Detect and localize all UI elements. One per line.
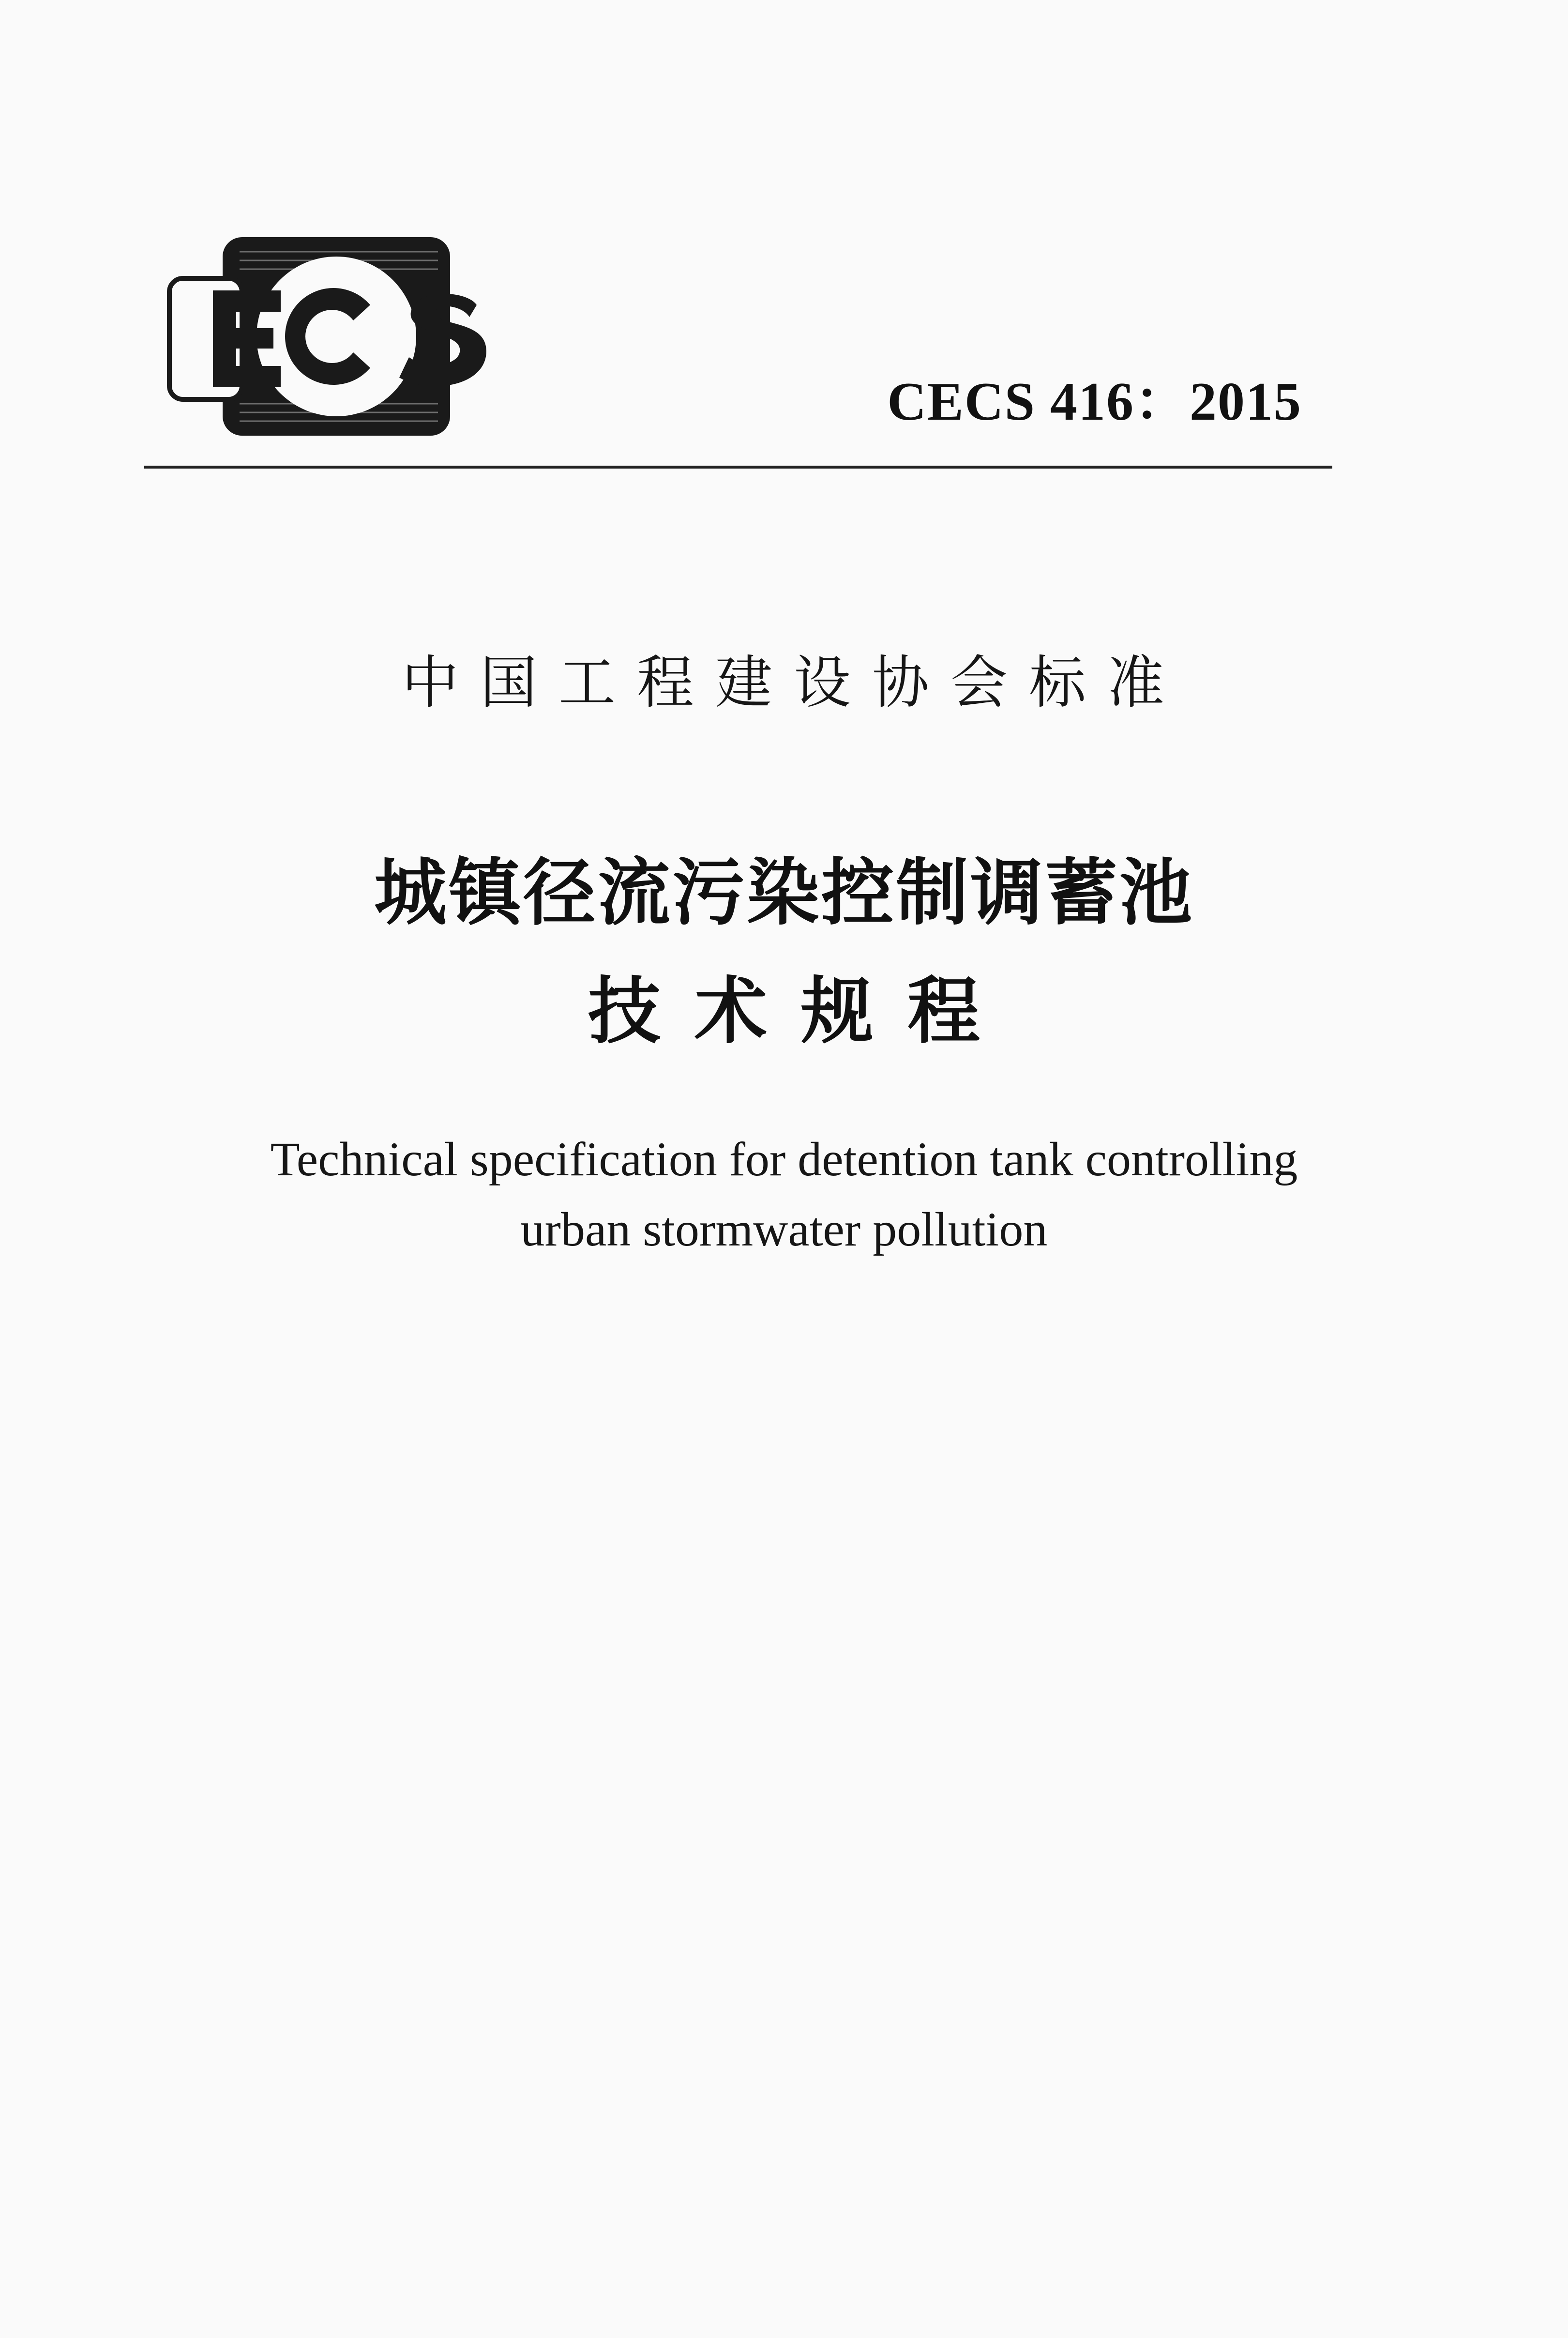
title-english-line-1: Technical specification for detention tank controlling: [270, 1132, 1298, 1186]
title-english-line-2: urban stormwater pollution: [520, 1202, 1048, 1256]
title-chinese-line-2: 技术规程: [588, 970, 1014, 1054]
header-divider: [144, 466, 1332, 469]
title-chinese-line-1: 城镇径流污染控制调蓄池: [374, 851, 1194, 935]
standard-code: CECS 416：2015: [887, 372, 1302, 432]
association-name: 中国工程建设协会标准: [401, 649, 1186, 716]
ecs-logo: [167, 232, 501, 440]
